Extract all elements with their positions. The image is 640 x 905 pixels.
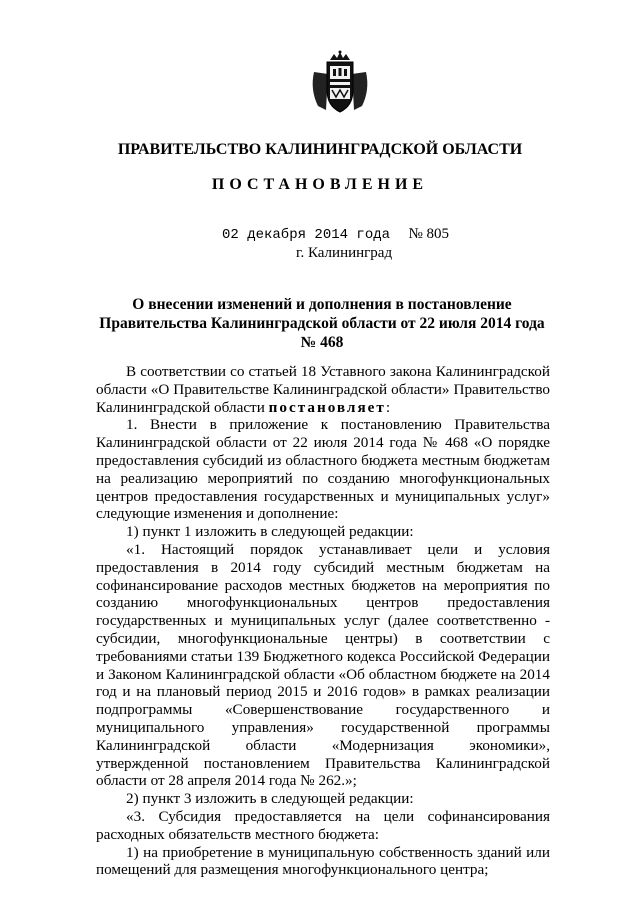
decree-body <box>96 363 550 879</box>
date-line <box>222 226 449 243</box>
decree-number: № 805 <box>408 226 449 242</box>
intro-end: : <box>385 398 391 416</box>
decree-city: г. Калининград <box>296 245 393 261</box>
paragraph-4: 2) пункт 3 изложить в следующей редакции: <box>126 790 414 808</box>
paragraph-1: 1. Внести в приложение к постановлению Правительства Калининградской области от 22 июля 2014 года № 468 «О порядке предоставления субсидий из областного бюджета местным бюджетам на реализацию мероприятий по созданию многофункциональных центров предоставления государственных и муниципальных услуг» следующие изменения и дополнение: <box>96 416 550 523</box>
paragraph-5: «3. Субсидия предоставляется на цели софинансирования расходных обязательств местного бюджета: <box>96 807 550 843</box>
decree-subject: О внесении изменений и дополнения в постановление Правительства Калининградской области от 22 июля 2014 года № 468 <box>99 296 545 351</box>
intro-keyword: постановляет <box>268 398 386 416</box>
document-type: ПОСТАНОВЛЕНИЕ <box>211 176 429 193</box>
paragraph-2: 1) пункт 1 изложить в следующей редакции: <box>126 523 414 541</box>
intro-paragraph <box>96 363 550 416</box>
paragraph-3: «1. Настоящий порядок устанавливает цели и условия предоставления в 2014 году субсидий местным бюджетам на софинансирование расходов местных бюджетов на мероприятия по созданию многофункциональных центров предоставления государственных и муниципальных услуг (далее соответственно - субсидии, многофункциональные центры) в соответствии с требованиями статьи 139 Бюджетного кодекса Российской Федерации и Законом Калининградской области «Об областном бюджете на 2014 год и на плановый период 2015 и 2016 годов» в рамках реализации подпрограммы «Совершенствование государственного и муниципального управления» государственной программы Калининградской области «Модернизация экономики», утвержденной постановлением Правительства Калининградской области от 28 апреля 2014 года № 262.»; <box>96 540 550 790</box>
government-title: ПРАВИТЕЛЬСТВО КАЛИНИНГРАДСКОЙ ОБЛАСТИ <box>117 141 523 158</box>
decree-date: 02 декабря 2014 года <box>222 227 391 243</box>
intro-text: В соответствии со статьей 18 Уставного закона Калининградской области «О Правительстве Калининградской области» Правительство Калининградской области <box>96 363 550 416</box>
paragraph-6: 1) на приобретение в муниципальную собственность зданий или помещений для размещения многофункционального центра; <box>96 843 550 879</box>
coat-of-arms-emblem <box>306 50 374 114</box>
